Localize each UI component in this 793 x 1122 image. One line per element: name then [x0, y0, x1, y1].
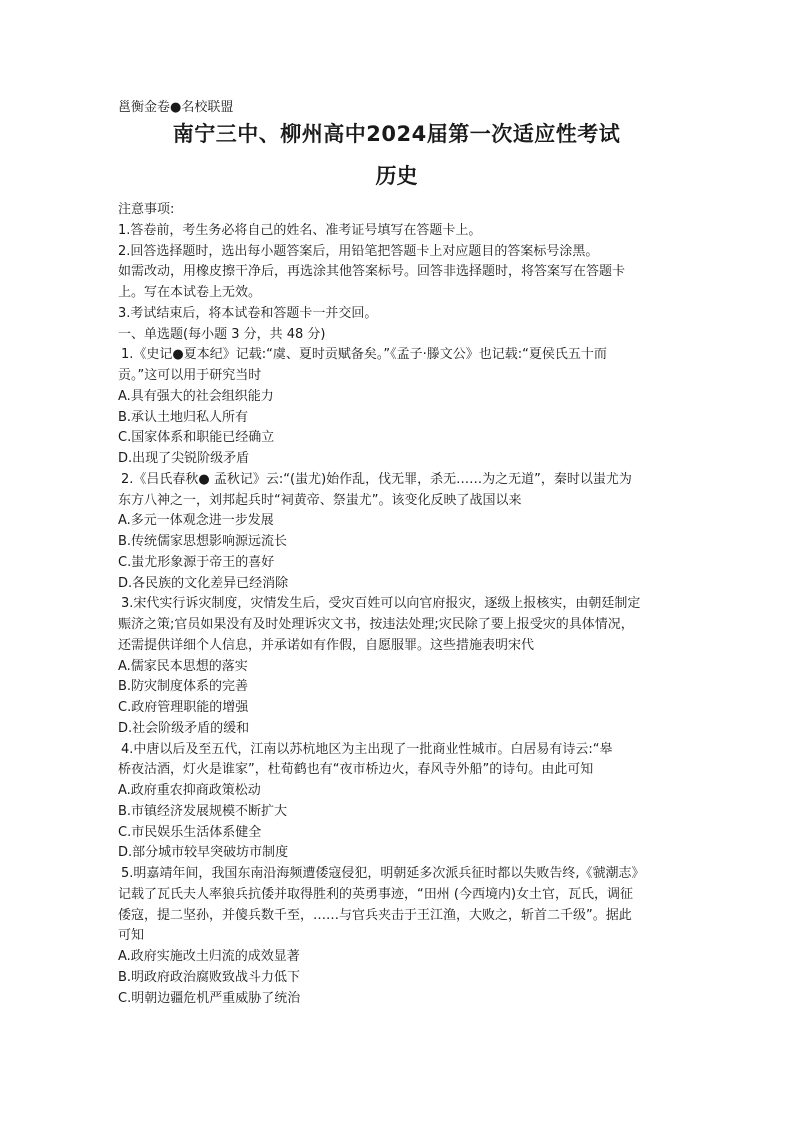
question-stem-line: 还需提供详细个人信息，并承诺如有作假，自愿服罪。这些措施表明宋代 — [118, 637, 535, 653]
answer-option: B.防灾制度体系的完善 — [118, 679, 249, 695]
question-1 — [118, 345, 688, 470]
question-3 — [118, 594, 688, 739]
question-stem-line: 1.《史记●夏本纪》记载:“虞、夏时贡赋备矣。”《孟子·滕文公》也记载:“夏侯氏五十而 — [121, 347, 607, 363]
question-stem-line: 记载了瓦氏夫人率狼兵抗倭并取得胜利的英勇事迹，“田州 (今西境内)女土官，瓦氏，调征 — [118, 886, 634, 902]
exam-body — [118, 200, 688, 1009]
notes-heading: 注意事项: — [118, 202, 175, 217]
question-stem-line: 3.宋代实行诉灾制度，灾情发生后，受灾百姓可以向官府报灾，逐级上报核实，由朝廷制定 — [121, 596, 641, 612]
question-stem-line: 桥夜沽酒，灯火是谁家”，杜荀鹤也有“夜市桥边火，春风寺外船”的诗句。由此可知 — [118, 762, 594, 778]
answer-option: B.市镇经济发展规模不断扩大 — [118, 803, 288, 819]
exam-title: 南宁三中、柳州高中2024届第一次适应性考试 — [172, 122, 621, 146]
answer-option: A.多元一体观念进一步发展 — [118, 513, 274, 529]
question-stem-line: 东方八神之一，刘邦起兵时“祠黄帝、祭蚩尤”。该变化反映了战国以来 — [118, 492, 522, 508]
question-5 — [118, 864, 688, 1009]
answer-option: B.明政府政治腐败致战斗力低下 — [118, 969, 301, 985]
question-stem-line: 贡。”这可以用于研究当时 — [118, 368, 262, 383]
answer-option: C.政府管理职能的增强 — [118, 700, 249, 715]
note-line: 2.回答选择题时，选出每小题答案后，用铅笔把答题卡上对应题目的答案标号涂黑。 — [118, 243, 599, 259]
question-stem-line: 5.明嘉靖年间，我国东南沿海频遭倭寇侵犯，明朝延多次派兵征时都以失败告终,《虢潮志》 — [121, 866, 645, 881]
answer-option: A.具有强大的社会组织能力 — [118, 388, 274, 404]
exam-header: 邕衡金卷●名校联盟 — [118, 100, 234, 115]
answer-option: B.传统儒家思想影响源远流长 — [118, 534, 288, 549]
question-list — [118, 345, 688, 1009]
exam-subject: 历史 — [375, 164, 418, 188]
answer-option: A.儒家民本思想的落实 — [118, 658, 248, 674]
answer-option: B.承认土地归私人所有 — [118, 409, 249, 425]
question-stem-line: 赈济之策;官员如果没有及时处理诉灾文书，按违法处理;灾民除了要上报受灾的具体情况， — [118, 617, 634, 632]
answer-option: C.国家体系和职能已经确立 — [118, 430, 275, 446]
answer-option: A.政府实施改土归流的成效显著 — [118, 949, 300, 964]
answer-option: D.社会阶级矛盾的缓和 — [118, 720, 250, 736]
answer-option: D.部分城市较早突破坊市制度 — [118, 845, 289, 861]
section-heading: 一、单选题(每小题 3 分，共 48 分) — [118, 326, 326, 342]
note-line: 1.答卷前，考生务必将自己的姓名、准考证号填写在答题卡上。 — [118, 222, 482, 238]
answer-option: A.政府重农抑商政策松动 — [118, 783, 261, 798]
answer-option: C.市民娱乐生活体系健全 — [118, 824, 262, 840]
note-line: 3.考试结束后，将本试卷和答题卡一并交回。 — [118, 305, 378, 321]
question-4 — [118, 740, 688, 865]
note-line: 如需改动，用橡皮擦干净后，再选涂其他答案标号。回答非选择题时，将答案写在答题卡 — [118, 264, 626, 280]
question-2 — [118, 470, 688, 595]
answer-option: D.出现了尖锐阶级矛盾 — [118, 451, 250, 466]
note-line: 上。写在本试卷上无效。 — [118, 285, 262, 300]
question-stem-line: 4.中唐以后及至五代，江南以苏杭地区为主出现了一批商业性城市。白居易有诗云:“皋 — [121, 741, 613, 757]
answer-option: C.明朝边疆危机严重威胁了统治 — [118, 990, 301, 1006]
answer-option: C.蚩尤形象源于帝王的喜好 — [118, 554, 275, 570]
answer-option: D.各民族的文化差异已经消除 — [118, 575, 289, 591]
question-stem-line: 2.《吕氏春秋● 孟秋记》云:“(蚩尤)始作乱，伐无罪，杀无……为之无道”，秦时以蚩尤为 — [121, 471, 632, 487]
question-stem-line: 倭寇，提二坚孙，并傻兵数千至，……与官兵夹击于王江渔，大败之，斩首二千级”。据此 — [118, 907, 632, 923]
question-stem-line: 可知 — [118, 928, 145, 944]
